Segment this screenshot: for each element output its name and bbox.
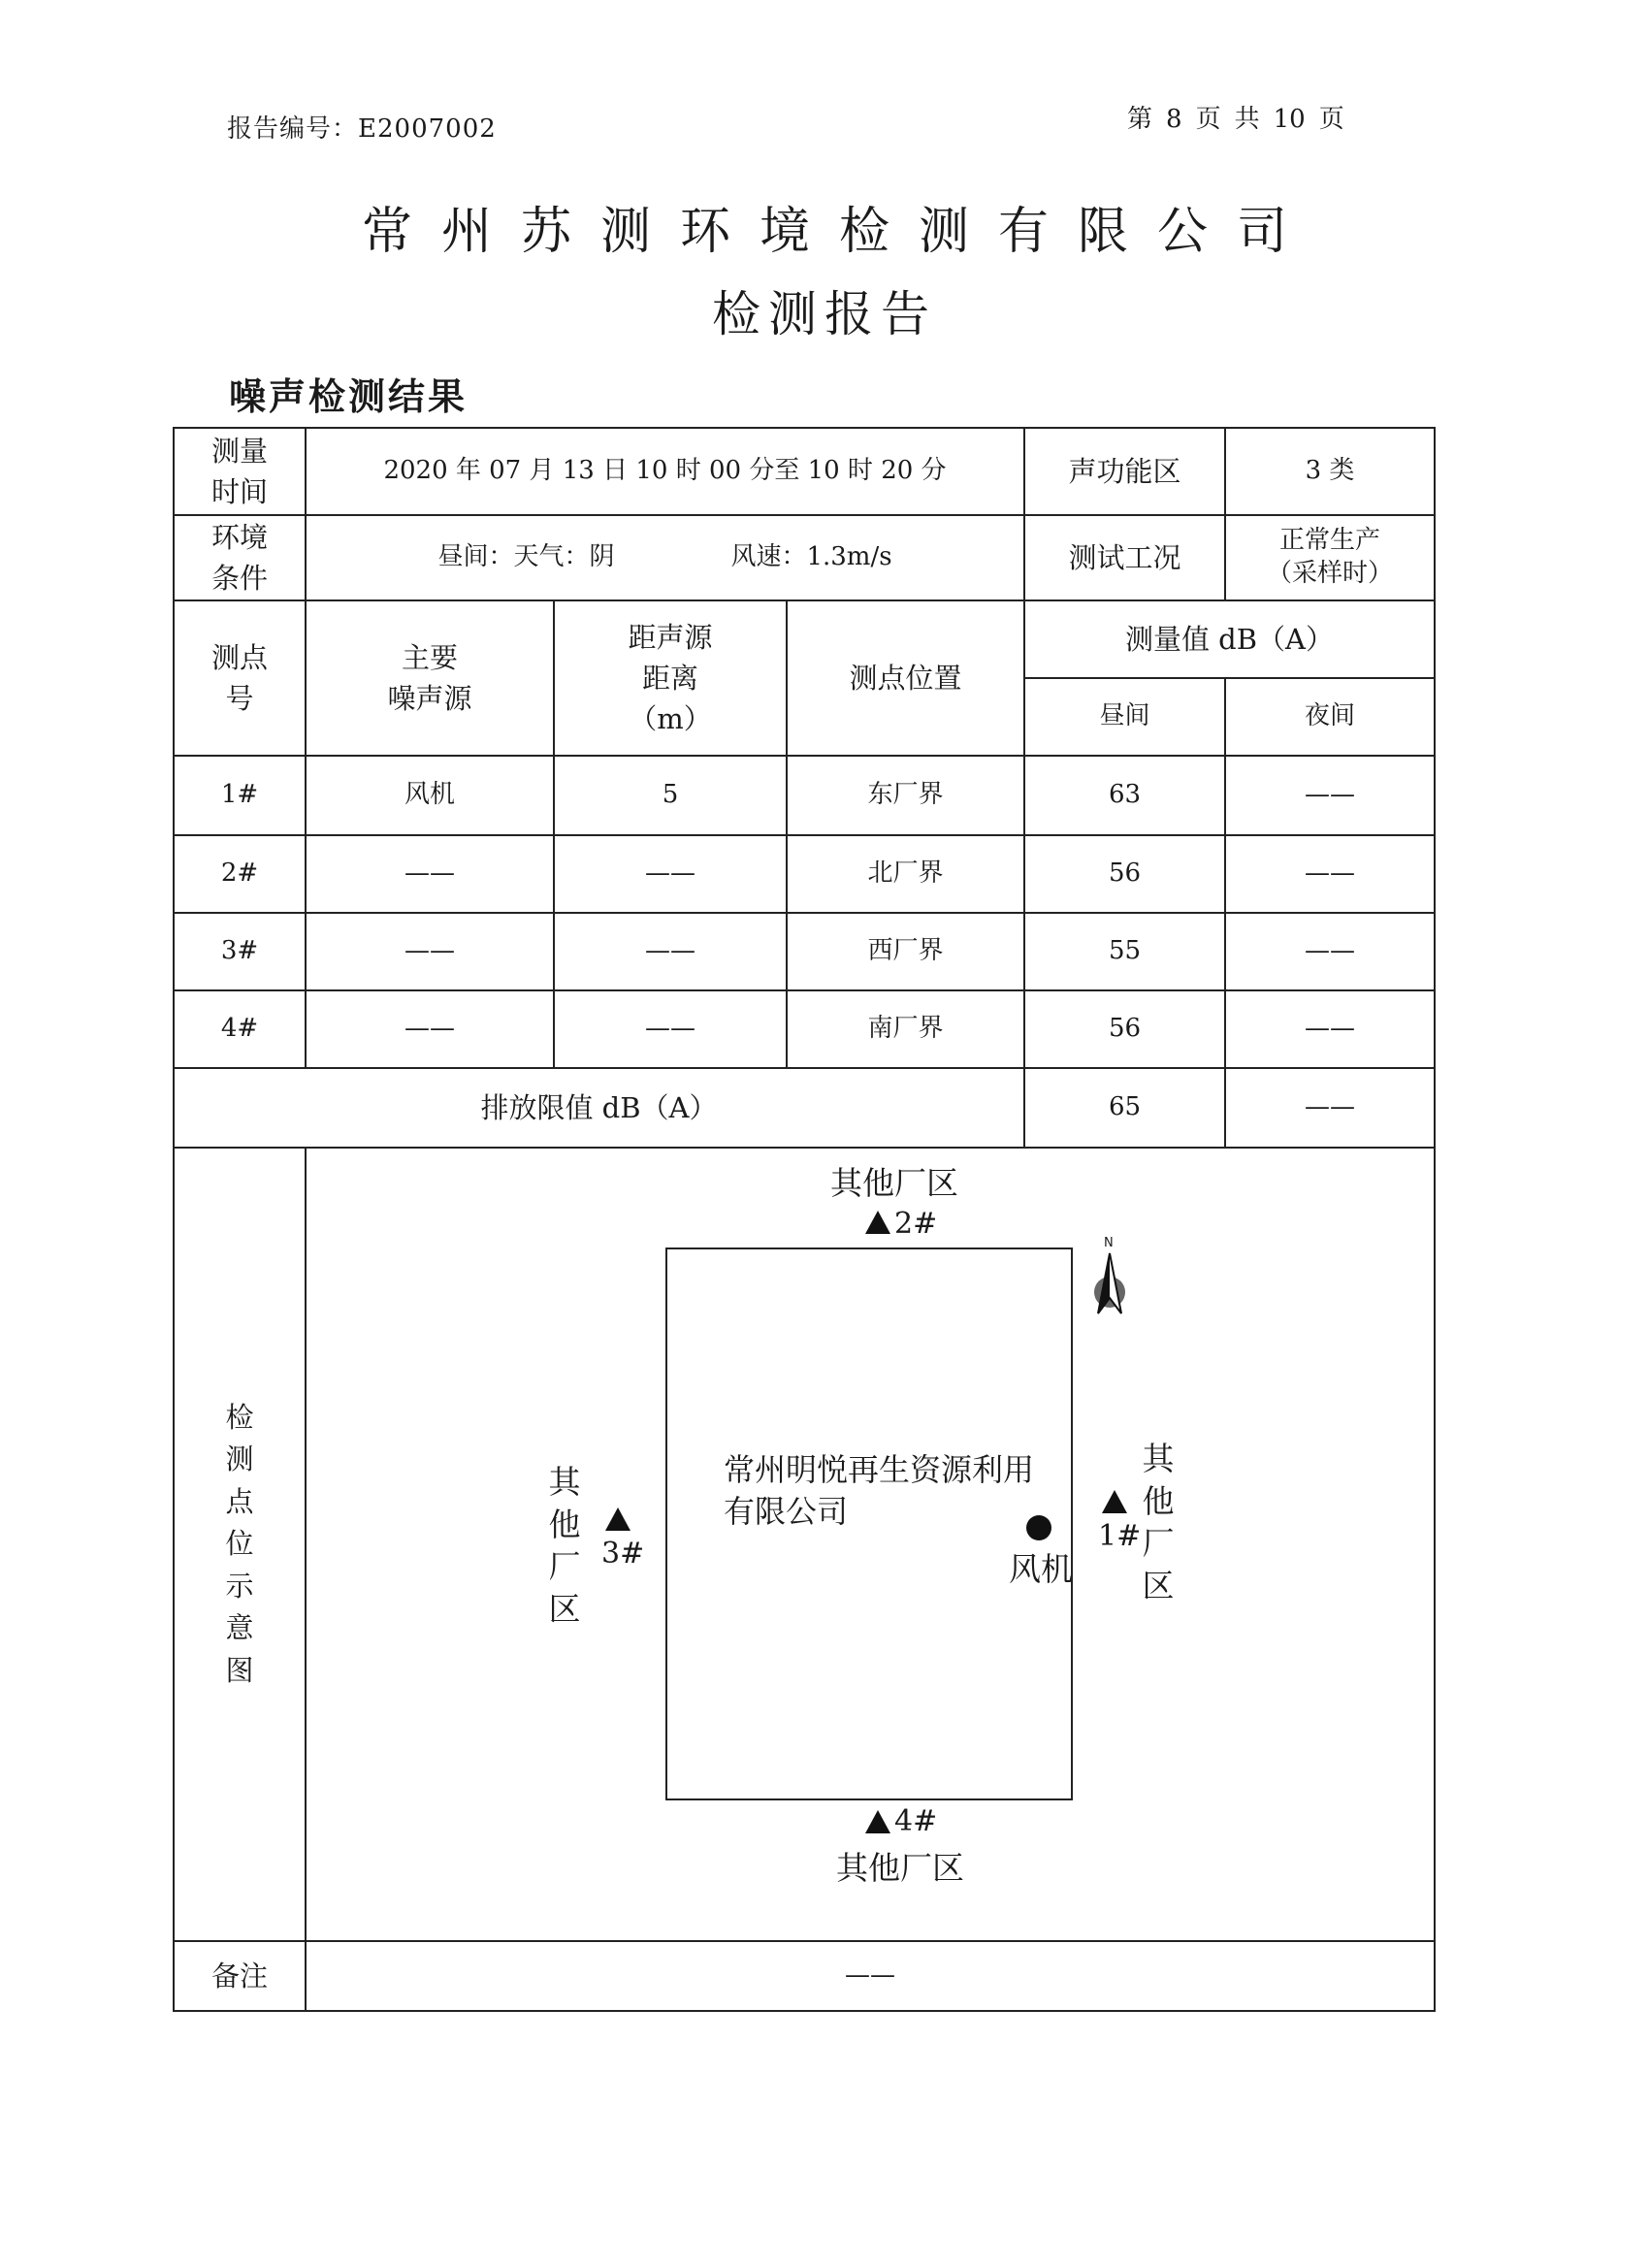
east-area-label: 其 他 厂 区 [1142,1440,1175,1604]
header-distance: 距声源 距离 （m） [628,620,713,736]
row-location: 西厂界 [867,936,944,966]
row-day-value: 63 [1108,780,1142,810]
env-weather: 昼间：天气：阴 [437,542,615,572]
triangle-marker-icon [863,1209,892,1236]
row-night-value: —— [1305,780,1355,810]
row-night-value: —— [1305,1014,1355,1044]
limit-night-value: —— [1305,1092,1355,1122]
triangle-marker-icon [1100,1488,1129,1515]
north-arrow-label: N [1104,1236,1114,1250]
site-name-line: 常州明悦再生资源利用 [724,1451,1035,1488]
section-title: 噪声检测结果 [229,374,469,418]
row-day-value: 56 [1108,1014,1142,1044]
time-label: 测量 时间 [210,434,268,508]
time-value: 2020 年 07 月 13 日 10 时 00 分至 10 时 20 分 [383,456,947,486]
row-distance: —— [645,859,695,889]
limit-day-value: 65 [1108,1092,1142,1122]
site-name [724,1449,1034,1533]
row-source: —— [404,936,455,966]
header-point-no: 测点 号 [210,640,268,715]
row-source: 风机 [404,780,455,810]
north-arrow-icon [1081,1236,1139,1325]
page-part: 页 [1195,105,1221,134]
page-part: 第 [1127,105,1153,134]
row-location: 北厂界 [867,859,944,889]
zone-label: 声功能区 [1068,454,1181,488]
condition-value: 正常生产 （采样时） [1266,526,1393,588]
report-title: 检测报告 [712,286,937,342]
env-label: 环境 条件 [210,520,268,595]
row-night-value: —— [1305,859,1355,889]
west-area-label: 其 他 厂 区 [548,1463,581,1628]
row-day-value: 55 [1108,936,1142,966]
north-area-label: 其他厂区 [830,1164,958,1202]
result-table [173,427,1436,2012]
zone-value: 3 类 [1305,456,1355,486]
diagram-label: 检 测 点 位 示 意 图 [225,1400,254,1687]
compass-icon [1081,1251,1139,1325]
page-part: 10 [1273,105,1306,134]
point-3-label: 3# [601,1537,645,1571]
south-area-label: 其他厂区 [836,1849,964,1887]
row-point-no: 3# [220,936,259,966]
row-point-no: 1# [220,780,259,810]
row-location: 南厂界 [867,1014,944,1044]
row-point-no: 2# [220,859,259,889]
row-source: —— [404,1014,455,1044]
row-night-value: —— [1305,936,1355,966]
header-location: 测点位置 [849,661,962,695]
point-1-label: 1# [1098,1519,1142,1553]
remarks-value: —— [845,1960,895,1991]
row-distance: —— [645,1014,695,1044]
header-day: 昼间 [1099,701,1150,731]
header-measured: 测量值 dB（A） [1124,622,1335,656]
company-name: 常州苏测环境检测有限公司 [361,203,1316,261]
header-source: 主要 噪声源 [387,640,472,715]
row-distance: —— [645,936,695,966]
triangle-marker-icon [863,1808,892,1835]
monitoring-diagram [307,1149,1434,1940]
point-2-label: 2# [894,1207,938,1241]
fan-marker-icon [1026,1515,1051,1540]
header-night: 夜间 [1304,701,1355,731]
page-part: 8 [1166,105,1182,134]
point-4-label: 4# [894,1804,938,1838]
row-distance: 5 [662,780,679,810]
remarks-label: 备注 [210,1959,268,1993]
env-value [307,516,1023,599]
limit-label: 排放限值 dB（A） [480,1090,718,1124]
fan-label: 风机 [1009,1550,1073,1588]
report-number: 报告编号：E2007002 [227,114,497,144]
row-day-value: 56 [1108,859,1142,889]
page-part: 页 [1318,105,1344,134]
site-name-line: 有限公司 [724,1493,849,1531]
row-point-no: 4# [220,1014,259,1044]
row-location: 东厂界 [867,780,944,810]
page-part: 共 [1234,105,1260,134]
page-indicator [1127,99,1358,135]
row-source: —— [404,859,455,889]
env-wind: 风速：1.3m/s [730,542,892,572]
triangle-marker-icon [603,1506,632,1533]
condition-label: 测试工况 [1068,540,1181,574]
